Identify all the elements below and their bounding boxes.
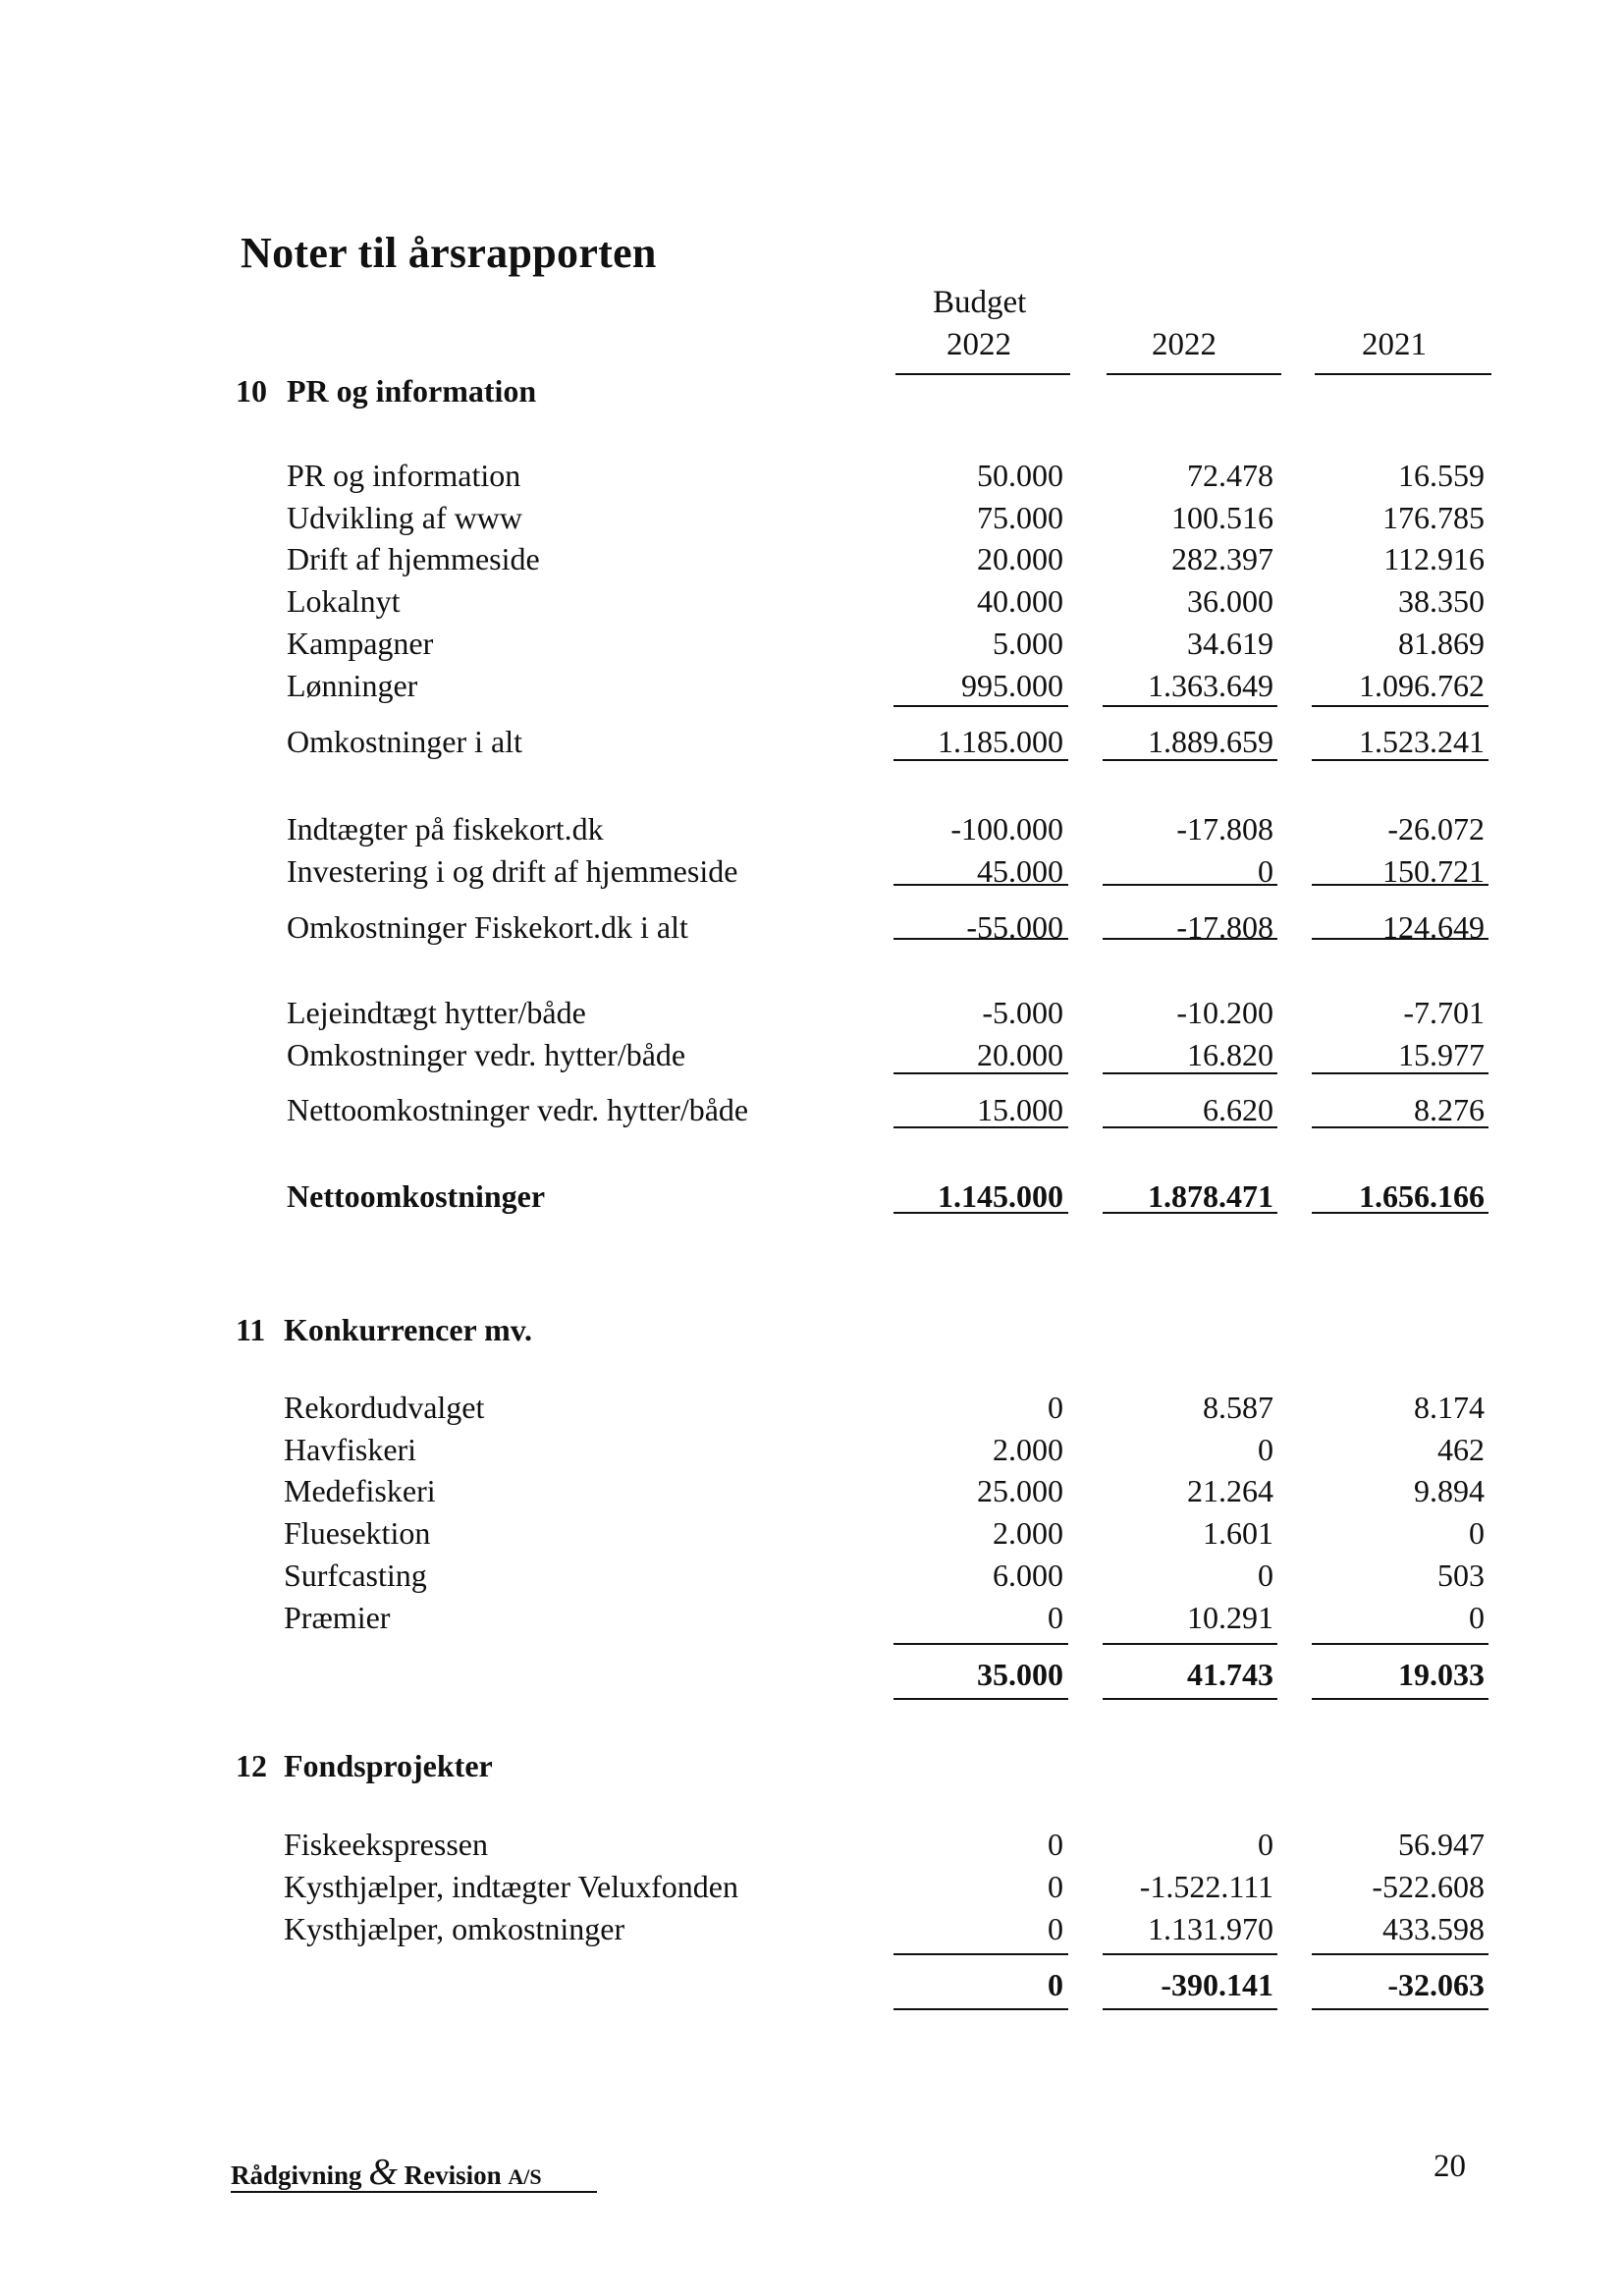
row-label: Indtægter på fiskekort.dk xyxy=(287,811,604,847)
row-label: Lejeindtægt hytter/både xyxy=(287,995,586,1030)
table-rule xyxy=(1312,1953,1488,1955)
row-label: Omkostninger vedr. hytter/både xyxy=(287,1037,686,1072)
page-number: 20 xyxy=(1434,2149,1466,2184)
row-value: 995.000 xyxy=(961,668,1063,703)
table-rule xyxy=(1312,938,1488,940)
row-label: Rekordudvalget xyxy=(284,1390,485,1425)
row-value: 1.131.970 xyxy=(1148,1911,1273,1946)
row-value: 0 xyxy=(1258,1558,1273,1593)
table-rule xyxy=(1103,2008,1277,2010)
row-label: Nettoomkostninger xyxy=(287,1178,546,1214)
row-value: 1.185.000 xyxy=(938,724,1063,759)
row-value: 20.000 xyxy=(977,1037,1063,1072)
row-value: -55.000 xyxy=(966,909,1063,945)
row-value: 72.478 xyxy=(1187,458,1273,493)
header-rule xyxy=(895,373,1070,375)
row-value: 0 xyxy=(1048,1911,1063,1946)
page-title: Noter til årsrapporten xyxy=(241,229,657,277)
table-rule xyxy=(893,938,1068,940)
row-value: 15.000 xyxy=(977,1092,1063,1127)
table-rule xyxy=(1312,2008,1488,2010)
table-rule xyxy=(893,1212,1068,1214)
row-value: 176.785 xyxy=(1382,500,1485,535)
row-value: -10.200 xyxy=(1176,995,1273,1030)
row-value: 20.000 xyxy=(977,541,1063,576)
table-rule xyxy=(1312,1072,1488,1074)
row-value: 1.889.659 xyxy=(1148,724,1273,759)
row-value: -1.522.111 xyxy=(1139,1869,1273,1904)
row-value: -17.808 xyxy=(1176,909,1273,945)
row-label: Udvikling af www xyxy=(287,500,522,535)
table-rule xyxy=(1103,1126,1277,1128)
row-value: 34.619 xyxy=(1187,626,1273,661)
row-label: Havfiskeri xyxy=(284,1432,417,1467)
table-rule xyxy=(893,705,1068,707)
row-value: 124.649 xyxy=(1382,909,1485,945)
row-value: 21.264 xyxy=(1187,1473,1273,1508)
table-rule xyxy=(1103,1698,1277,1700)
row-label: Medefiskeri xyxy=(284,1473,436,1508)
row-value: 0 xyxy=(1469,1515,1485,1551)
row-label: Fluesektion xyxy=(284,1515,431,1551)
row-label: Lønninger xyxy=(287,668,418,703)
table-rule xyxy=(893,1126,1068,1128)
row-value: 16.820 xyxy=(1187,1037,1273,1072)
section-number: 12 xyxy=(236,1748,267,1783)
row-value: 282.397 xyxy=(1171,541,1273,576)
table-rule xyxy=(1103,759,1277,761)
row-value: 2.000 xyxy=(993,1432,1063,1467)
row-value: 150.721 xyxy=(1382,853,1485,889)
row-value: -17.808 xyxy=(1176,811,1273,847)
table-rule xyxy=(893,2008,1068,2010)
section-total-value: -32.063 xyxy=(1387,1967,1485,2002)
table-rule xyxy=(1312,759,1488,761)
row-value: 50.000 xyxy=(977,458,1063,493)
row-value: 1.145.000 xyxy=(938,1178,1063,1214)
row-value: 1.096.762 xyxy=(1359,668,1485,703)
table-rule xyxy=(1103,884,1277,886)
row-value: 10.291 xyxy=(1187,1600,1273,1635)
table-rule xyxy=(1312,705,1488,707)
row-value: 1.878.471 xyxy=(1148,1178,1273,1214)
row-value: 1.601 xyxy=(1203,1515,1273,1551)
table-rule xyxy=(1103,1072,1277,1074)
table-rule xyxy=(893,1698,1068,1700)
row-value: 40.000 xyxy=(977,583,1063,619)
row-label: Investering i og drift af hjemmeside xyxy=(287,853,738,889)
row-label: Surfcasting xyxy=(284,1558,427,1593)
row-value: 0 xyxy=(1258,1827,1273,1862)
row-value: 0 xyxy=(1469,1600,1485,1635)
row-value: 433.598 xyxy=(1382,1911,1485,1946)
column-header-year-previous: 2021 xyxy=(1362,327,1427,362)
row-value: 0 xyxy=(1048,1390,1063,1425)
row-value: 56.947 xyxy=(1398,1827,1485,1862)
row-value: 1.523.241 xyxy=(1359,724,1485,759)
row-label: Nettoomkostninger vedr. hytter/både xyxy=(287,1092,749,1127)
table-rule xyxy=(893,1643,1068,1645)
logo-underline xyxy=(231,2191,597,2193)
logo-suffix: A/S xyxy=(508,2164,542,2189)
section-heading: Fondsprojekter xyxy=(284,1748,493,1783)
section-number: 10 xyxy=(236,373,267,409)
column-header-budget-label: Budget xyxy=(933,285,1027,320)
row-value: -7.701 xyxy=(1403,995,1485,1030)
section-total-value: 19.033 xyxy=(1398,1657,1485,1692)
table-rule xyxy=(1103,1212,1277,1214)
table-rule xyxy=(893,1072,1068,1074)
table-rule xyxy=(1103,1643,1277,1645)
table-rule xyxy=(1103,938,1277,940)
logo-text-2: Revision xyxy=(404,2160,502,2190)
row-value: 36.000 xyxy=(1187,583,1273,619)
row-value: 81.869 xyxy=(1398,626,1485,661)
section-heading: Konkurrencer mv. xyxy=(284,1312,533,1347)
row-value: -26.072 xyxy=(1387,811,1485,847)
row-value: 0 xyxy=(1258,1432,1273,1467)
row-value: 0 xyxy=(1258,853,1273,889)
row-label: Omkostninger Fiskekort.dk i alt xyxy=(287,909,688,945)
row-value: 112.916 xyxy=(1383,541,1485,576)
section-total-value: 41.743 xyxy=(1187,1657,1273,1692)
row-label: Kysthjælper, indtægter Veluxfonden xyxy=(284,1869,738,1904)
section-heading: PR og information xyxy=(287,373,537,409)
table-rule xyxy=(1312,884,1488,886)
row-value: 15.977 xyxy=(1398,1037,1485,1072)
row-value: 462 xyxy=(1437,1432,1485,1467)
row-value: -5.000 xyxy=(982,995,1063,1030)
row-label: Drift af hjemmeside xyxy=(287,541,540,576)
row-value: -522.608 xyxy=(1372,1869,1485,1904)
section-total-value: -390.141 xyxy=(1161,1967,1273,2002)
company-logo xyxy=(231,2151,542,2194)
table-rule xyxy=(1312,1698,1488,1700)
row-value: 38.350 xyxy=(1398,583,1485,619)
row-label: PR og information xyxy=(287,458,521,493)
header-rule xyxy=(1107,373,1281,375)
table-rule xyxy=(1312,1126,1488,1128)
row-value: 8.587 xyxy=(1203,1390,1273,1425)
section-total-value: 0 xyxy=(1048,1967,1063,2002)
row-label: Kysthjælper, omkostninger xyxy=(284,1911,625,1946)
row-value: 75.000 xyxy=(977,500,1063,535)
table-rule xyxy=(1312,1212,1488,1214)
row-value: 2.000 xyxy=(993,1515,1063,1551)
row-label: Lokalnyt xyxy=(287,583,401,619)
row-label: Præmier xyxy=(284,1600,391,1635)
row-value: 0 xyxy=(1048,1869,1063,1904)
logo-text-1: Rådgivning xyxy=(231,2160,362,2190)
row-value: 5.000 xyxy=(993,626,1063,661)
row-label: Fiskeekspressen xyxy=(284,1827,488,1862)
column-header-year-current: 2022 xyxy=(1152,327,1217,362)
row-value: 8.174 xyxy=(1414,1390,1485,1425)
row-value: 45.000 xyxy=(977,853,1063,889)
row-value: 6.000 xyxy=(993,1558,1063,1593)
header-rule xyxy=(1315,373,1491,375)
row-value: 8.276 xyxy=(1414,1092,1485,1127)
row-value: 1.363.649 xyxy=(1148,668,1273,703)
row-value: 9.894 xyxy=(1414,1473,1485,1508)
table-rule xyxy=(893,884,1068,886)
row-value: 16.559 xyxy=(1398,458,1485,493)
row-value: 100.516 xyxy=(1171,500,1273,535)
table-rule xyxy=(1103,705,1277,707)
section-number: 11 xyxy=(236,1312,266,1347)
row-value: -100.000 xyxy=(950,811,1063,847)
table-rule xyxy=(1312,1643,1488,1645)
table-rule xyxy=(893,1953,1068,1955)
section-total-value: 35.000 xyxy=(977,1657,1063,1692)
row-value: 0 xyxy=(1048,1827,1063,1862)
table-rule xyxy=(1103,1953,1277,1955)
row-value: 25.000 xyxy=(977,1473,1063,1508)
column-header-budget-year: 2022 xyxy=(947,327,1011,362)
row-label: Kampagner xyxy=(287,626,434,661)
row-value: 1.656.166 xyxy=(1359,1178,1485,1214)
row-label: Omkostninger i alt xyxy=(287,724,522,759)
table-rule xyxy=(893,759,1068,761)
logo-ampersand: & xyxy=(368,2152,398,2193)
row-value: 503 xyxy=(1437,1558,1485,1593)
row-value: 6.620 xyxy=(1203,1092,1273,1127)
row-value: 0 xyxy=(1048,1600,1063,1635)
